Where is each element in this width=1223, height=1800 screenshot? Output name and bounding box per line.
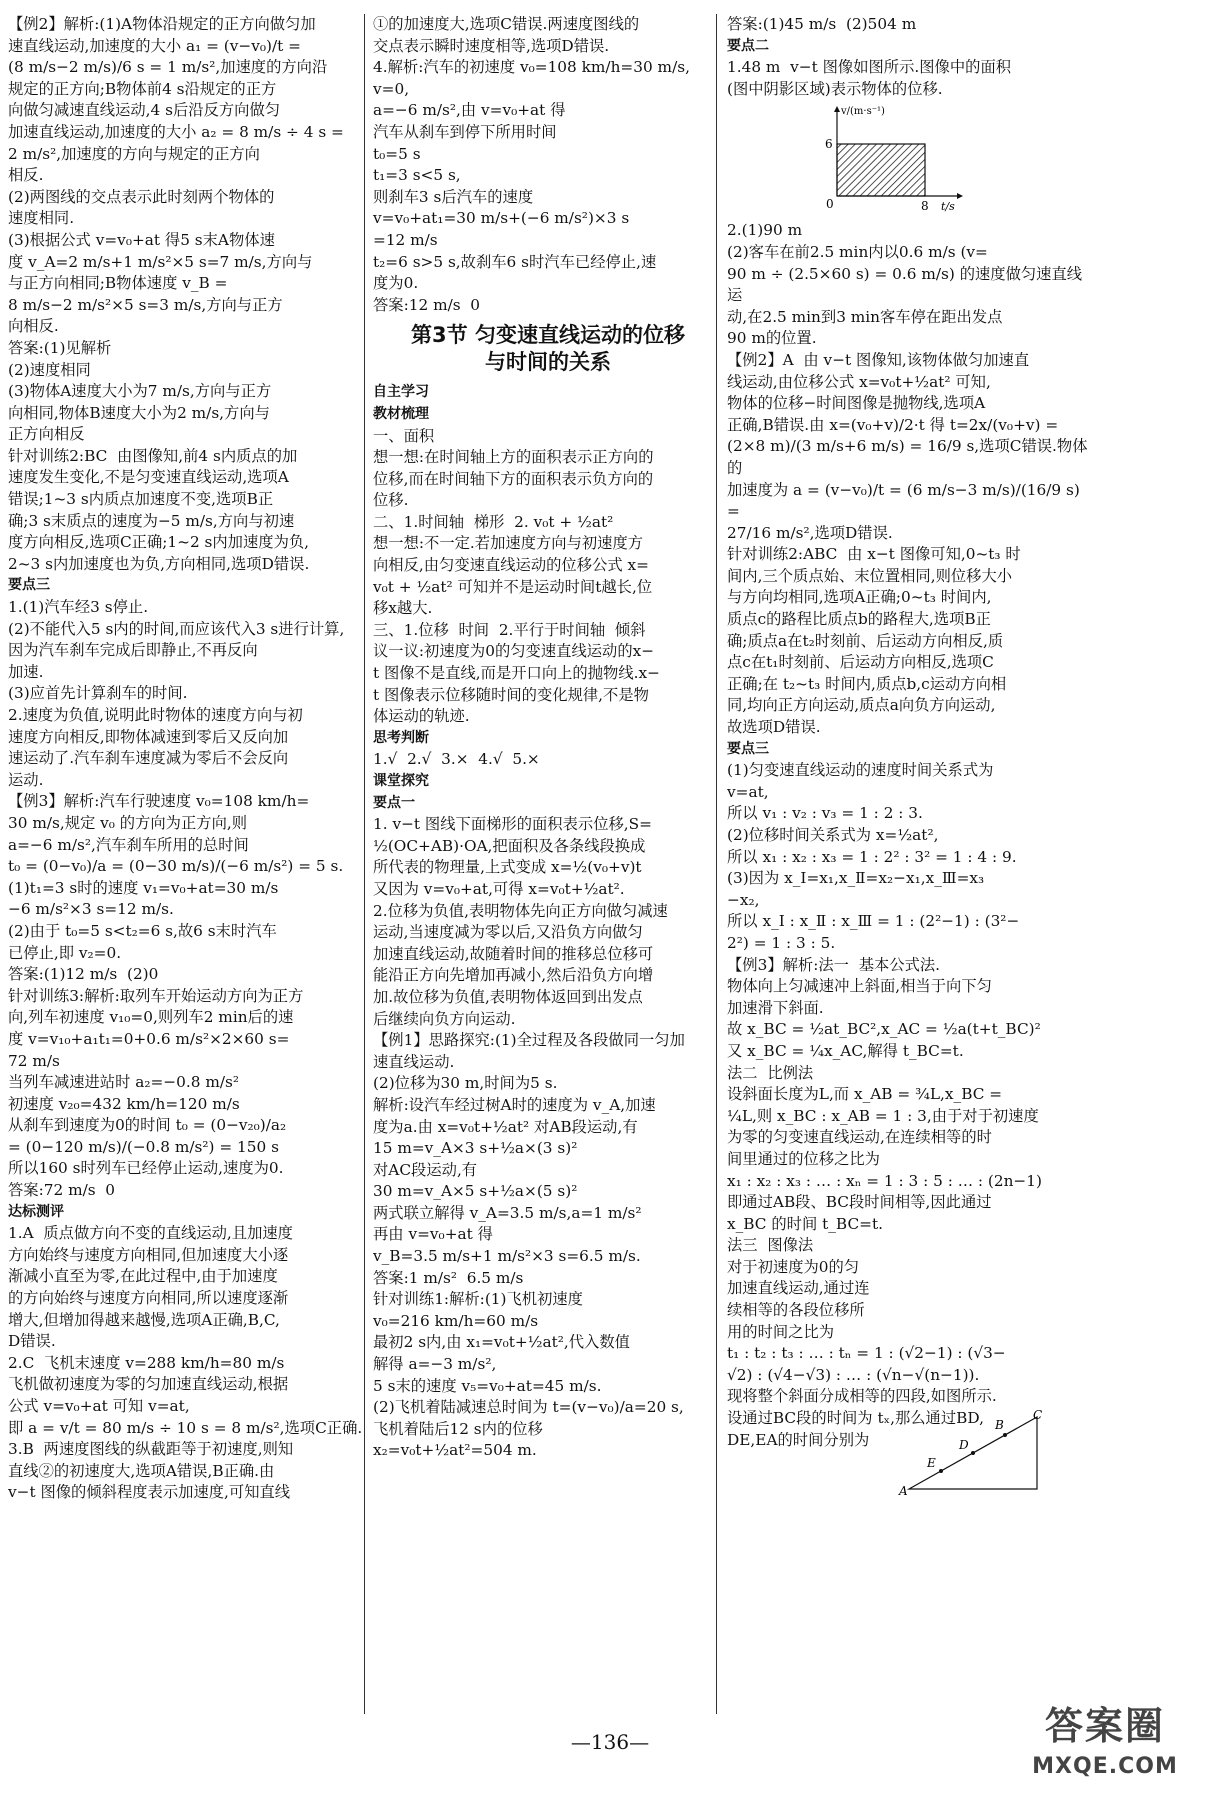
text-line: 2.C 飞机末速度 v=288 km/h=80 m/s <box>8 1353 285 1372</box>
text-line: 2²) = 1 : 3 : 5. <box>727 933 836 952</box>
text-line: ¼L,则 x_BC : x_AB = 1 : 3,由于对于初速度 <box>727 1106 1039 1125</box>
text-line: 向相反. <box>8 317 59 336</box>
text-line: 速度方向相反,即物体减速到零后又反向加 <box>8 727 289 746</box>
text-line: 加速直线运动,加速度的大小 a₂ = 8 m/s ÷ 4 s = <box>8 122 344 141</box>
text-line: 交点表示瞬时速度相等,选项D错误. <box>373 36 610 55</box>
text-line: 飞机做初速度为零的匀加速直线运动,根据 <box>8 1375 289 1394</box>
text-line: 【例3】解析:法一 基本公式法. <box>727 955 941 974</box>
text-line: 向,列车初速度 v₁₀=0,则列车2 min后的速 <box>8 1008 294 1027</box>
displacement-area <box>837 144 925 196</box>
text-line: 速度相同. <box>8 209 75 228</box>
text-line: 2.位移为负值,表明物体先向正方向做匀减速 <box>373 901 668 920</box>
text-line: 则刹车3 s后汽车的速度 <box>373 187 534 206</box>
text-line: 相反. <box>8 166 44 185</box>
text-line: 速直线运动. <box>373 1052 455 1071</box>
text-line: 加速. <box>8 662 44 681</box>
text-line: 从刹车到速度为0的时间 t₀ = (0−v₂₀)/a₂ <box>8 1116 287 1135</box>
text-line: (图中阴影区域)表示物体的位移. <box>727 79 943 98</box>
text-line: 公式 v=v₀+at 可知 v=at, <box>8 1397 190 1415</box>
t-tick-label: 8 <box>921 199 929 214</box>
text-line: 二、1.时间轴 梯形 2. v₀t + ½at² <box>373 512 614 531</box>
text-line: 速直线运动,加速度的大小 a₁ = (v−v₀)/t = <box>8 36 301 55</box>
v-axis-arrow <box>834 106 840 112</box>
text-line: 体运动的轨迹. <box>373 707 470 726</box>
text-line: (2)速度相同 <box>8 360 91 379</box>
text-line: (3)应首先计算刹车的时间. <box>8 684 188 703</box>
text-line: 度为0. <box>373 274 419 293</box>
text-line: 所以160 s时列车已经停止运动,速度为0. <box>8 1159 284 1178</box>
text-line: 课堂探究 <box>373 773 429 789</box>
text-line: 度方向相反,选项C正确;1~2 s内加速度为负, <box>8 533 310 552</box>
text-line: (1)匀变速直线运动的速度时间关系式为 <box>727 761 994 780</box>
text-line: 解得 a=−3 m/s², <box>373 1355 497 1374</box>
text-line: 确;3 s末质点的速度为−5 m/s,方向与初速 <box>8 511 295 530</box>
text-line: 答案:12 m/s 0 <box>373 295 481 314</box>
point-e <box>939 1469 943 1473</box>
text-line: 8 m/s−2 m/s²×5 s=3 m/s,方向与正方 <box>8 295 283 314</box>
text-line: 即通过AB段、BC段时间相等,因此通过 <box>727 1193 992 1212</box>
text-line: 向相反,由匀变速直线运动的位移公式 x= <box>373 556 649 575</box>
text-line: 的方向始终与速度方向相同,所以速度逐渐 <box>8 1289 289 1308</box>
text-line: 加速滑下斜面. <box>727 998 824 1017</box>
text-line: 设通过BC段的时间为 tₓ,那么通过BD, <box>727 1409 984 1428</box>
text-line: 对于初速度为0的匀 <box>727 1257 860 1276</box>
text-line: 度 v_A=2 m/s+1 m/s²×5 s=7 m/s,方向与 <box>8 252 313 271</box>
text-line: 确;质点a在t₂时刻前、后运动方向相反,质 <box>727 631 1004 650</box>
text-line: 90 m的位置. <box>727 329 817 348</box>
text-line: 正确,B错误.由 x=(v₀+v)/2·t 得 t=2x/(v₀+v) = <box>727 415 1059 434</box>
text-line: 15 m=v_A×3 s+½a×(3 s)² <box>373 1139 578 1158</box>
text-line: 加.故位移为负值,表明物体返回到出发点 <box>373 987 643 1006</box>
text-line: 2.速度为负值,说明此时物体的速度方向与初 <box>8 706 303 724</box>
text-line: 所代表的物理量,上式变成 x=½(v₀+v)t <box>373 858 642 877</box>
text-line: 所以 x₁ : x₂ : x₃ = 1 : 2² : 3² = 1 : 4 : 9. <box>727 847 1017 866</box>
text-line: 向相同,物体B速度大小为2 m/s,方向与 <box>8 403 270 422</box>
text-line: 又 x_BC = ¼x_AC,解得 t_BC=t. <box>727 1041 964 1060</box>
text-line: 4.解析:汽车的初速度 v₀=108 km/h=30 m/s, <box>373 58 690 77</box>
text-line: 点c在t₁时刻前、后运动方向相反,选项C <box>727 653 994 672</box>
text-line: 【例2】解析:(1)A物体沿规定的正方向做匀加 <box>8 15 316 33</box>
text-line: t 图像表示位移随时间的变化规律,不是物 <box>373 685 649 704</box>
text-line: v₀t + ½at² 可知并不是运动时间t越长,位 <box>373 577 653 596</box>
text-line: 自主学习 <box>373 384 429 401</box>
text-line: (8 m/s−2 m/s)/6 s = 1 m/s²,加速度的方向沿 <box>8 58 328 77</box>
text-line: 错误;1~3 s内质点加速度不变,选项B正 <box>8 490 274 509</box>
text-line: 答案:72 m/s 0 <box>8 1181 116 1200</box>
text-line: 位移,而在时间轴下方的面积表示负方向的 <box>373 469 654 488</box>
column-left <box>8 14 366 1714</box>
text-line: 答案:1 m/s² 6.5 m/s <box>373 1268 524 1287</box>
text-line: 72 m/s <box>8 1051 60 1070</box>
text-line: 想一想:在时间轴上方的面积表示正方向的 <box>373 448 654 467</box>
label-b: B <box>995 1418 1004 1432</box>
text-line: 【例2】A 由 v−t 图像知,该物体做匀加速直 <box>727 350 1030 369</box>
text-line: 27/16 m/s²,选项D错误. <box>727 523 893 542</box>
text-line: 质点c的路程比质点b的路程大,选项B正 <box>727 610 991 629</box>
text-line: =12 m/s <box>373 230 438 249</box>
text-line: 5 s末的速度 v₅=v₀+at=45 m/s. <box>373 1376 602 1395</box>
text-line: 30 m/s,规定 v₀ 的方向为正方向,则 <box>8 813 248 832</box>
text-line: 与方向均相同,选项A正确;0~t₃ 时间内, <box>727 588 992 607</box>
text-line: 初速度 v₂₀=432 km/h=120 m/s <box>8 1094 240 1113</box>
text-line: 思考判断 <box>373 729 429 746</box>
text-line: 间内,三个质点始、末位置相同,则位移大小 <box>727 566 1013 585</box>
text-line: 2 m/s²,加速度的方向与规定的正方向 <box>8 144 260 163</box>
v-axis-label: v/(m·s⁻¹) <box>841 106 885 118</box>
middle-answers-top <box>373 14 723 316</box>
text-line: t₁ : t₂ : t₃ : … : tₙ = 1 : (√2−1) : (√3− <box>727 1344 1006 1363</box>
text-line: 运动. <box>8 770 44 789</box>
text-line: 达标测评 <box>8 1203 64 1220</box>
watermark-logo-text: 答案圈 <box>1044 1704 1165 1748</box>
text-line: 线运动,由位移公式 x=v₀t+½at² 可知, <box>727 372 991 391</box>
text-line: x₁ : x₂ : x₃ : … : xₙ = 1 : 3 : 5 : … : (2n−1) <box>727 1171 1042 1190</box>
text-line: 当列车减速进站时 a₂=−0.8 m/s² <box>8 1073 239 1092</box>
text-line: 【例3】解析:汽车行驶速度 v₀=108 km/h= <box>8 792 310 811</box>
text-line: 1.A 质点做方向不变的直线运动,且加速度 <box>8 1224 293 1243</box>
text-line: v₀=216 km/h=60 m/s <box>373 1311 539 1330</box>
text-line: x_BC 的时间 t_BC=t. <box>727 1214 883 1233</box>
text-line: 续相等的各段位移所 <box>727 1301 865 1320</box>
text-line: 用的时间之比为 <box>727 1322 835 1341</box>
section-title-line-2: 与时间的关系 <box>485 350 611 375</box>
text-line: 位移. <box>373 491 409 510</box>
text-line: (2)不能代入5 s内的时间,而应该代入3 s进行计算, <box>8 619 345 638</box>
text-line: t₀=5 s <box>373 144 421 163</box>
text-line: ½(OC+AB)·OA,把面积及各条线段换成 <box>373 836 646 855</box>
text-line: 运动,当速度减为零以后,又沿负方向做匀 <box>373 923 643 942</box>
text-line: (2×8 m)/(3 m/s+6 m/s) = 16/9 s,选项C错误.物体的 <box>727 437 1088 477</box>
text-line: 物体向上匀减速冲上斜面,相当于向下匀 <box>727 977 992 996</box>
text-line: 渐减小直至为零,在此过程中,由于加速度 <box>8 1267 278 1286</box>
origin-label: 0 <box>826 197 834 212</box>
text-line: 汽车从刹车到停下所用时间 <box>373 122 557 141</box>
text-line: 2~3 s内加速度也为负,方向相同,选项D错误. <box>8 554 310 573</box>
text-line: x₂=v₀t+½at²=504 m. <box>373 1441 537 1460</box>
middle-answers-bottom <box>373 382 723 1462</box>
text-line: 为零的匀变速直线运动,在连续相等的时 <box>727 1128 992 1147</box>
text-line: 要点三 <box>727 740 769 757</box>
text-line: 答案:(1)12 m/s (2)0 <box>8 965 159 984</box>
text-line: 设斜面长度为L,而 x_AB = ¾L,x_BC = <box>727 1085 1003 1104</box>
text-line: 再由 v=v₀+at 得 <box>373 1225 493 1244</box>
text-line: (2)位移时间关系式为 x=½at², <box>727 826 939 844</box>
point-b <box>1003 1433 1007 1437</box>
text-line: ①的加速度大,选项C错误.两速度图线的 <box>373 15 640 33</box>
incline-diagram <box>897 1409 1047 1499</box>
text-line: 议一议:初速度为0的匀变速直线运动的x− <box>373 642 655 661</box>
text-line: 法三 图像法 <box>727 1236 814 1255</box>
text-line: 增大,但增加得越来越慢,选项A正确,B,C, <box>8 1310 280 1329</box>
text-line: −6 m/s²×3 s=12 m/s. <box>8 900 174 919</box>
text-line: 3.B 两速度图线的纵截距等于初速度,则知 <box>8 1440 294 1459</box>
text-line: √2) : (√4−√3) : … : (√n−√(n−1)). <box>727 1365 980 1384</box>
text-line: 动,在2.5 min到3 min客车停在距出发点 <box>727 307 1003 326</box>
page-number: —136— <box>570 1730 650 1754</box>
text-line: 针对训练2:ABC 由 x−t 图像可知,0~t₃ 时 <box>727 545 1021 564</box>
text-line: 向做匀减速直线运动,4 s后沿反方向做匀 <box>8 101 281 120</box>
text-line: v=v₀+at₁=30 m/s+(−6 m/s²)×3 s <box>373 209 630 228</box>
label-a: A <box>899 1484 908 1498</box>
text-line: 后继续向负方向运动. <box>373 1009 516 1028</box>
text-line: 1.√ 2.√ 3.× 4.√ 5.× <box>373 750 540 769</box>
right-answers-top <box>727 14 1089 100</box>
text-line: 90 m ÷ (2.5×60 s) = 0.6 m/s) 的速度做匀速直线运 <box>727 264 1083 305</box>
t-axis-label: t/s <box>941 200 955 214</box>
text-line: t₀ = (0−v₀)/a = (0−30 m/s)/(−6 m/s²) = 5 s. <box>8 857 344 876</box>
text-line: = (0−120 m/s)/(−0.8 m/s²) = 150 s <box>8 1137 279 1156</box>
text-line: 最初2 s内,由 x₁=v₀t+½at²,代入数值 <box>373 1333 630 1352</box>
text-line: (2)由于 t₀=5 s<t₂=6 s,故6 s末时汽车 <box>8 921 277 940</box>
text-line: 针对训练1:解析:(1)飞机初速度 <box>373 1290 583 1309</box>
text-line: (3)物体A速度大小为7 m/s,方向与正方 <box>8 382 272 401</box>
text-line: v_B=3.5 m/s+1 m/s²×3 s=6.5 m/s. <box>373 1247 641 1266</box>
label-d: D <box>959 1438 969 1452</box>
text-line: v=0, <box>373 79 410 98</box>
site-watermark <box>1000 1700 1210 1792</box>
text-line: t 图像不是直线,而是开口向上的抛物线.x− <box>373 664 660 683</box>
text-line: 现将整个斜面分成相等的四段,如图所示. <box>727 1387 997 1406</box>
text-line: 规定的正方向;B物体前4 s沿规定的正方 <box>8 79 277 98</box>
text-line: 直线②的初速度大,选项A错误,B正确.由 <box>8 1461 275 1480</box>
text-line: 移x越大. <box>373 599 433 618</box>
text-line: (2)位移为30 m,时间为5 s. <box>373 1074 558 1093</box>
text-line: 针对训练3:解析:取列车开始运动方向为正方 <box>8 986 304 1005</box>
text-line: v−t 图像的倾斜程度表示加速度,可知直线 <box>8 1483 291 1502</box>
text-line: 故选项D错误. <box>727 718 821 737</box>
text-line: 方向始终与速度方向相同,但加速度大小逐 <box>8 1245 289 1264</box>
text-line: 2.(1)90 m <box>727 221 803 240</box>
text-line: 对AC段运动,有 <box>373 1160 478 1179</box>
text-line: 要点二 <box>727 37 769 54</box>
text-line: 度为a.由 x=v₀t+½at² 对AB段运动,有 <box>373 1117 638 1136</box>
column-right <box>716 14 1089 1714</box>
text-line: a=−6 m/s²,汽车刹车所用的总时间 <box>8 835 249 854</box>
text-line: 能沿正方向先增加再减小,然后沿负方向增 <box>373 966 654 985</box>
right-answers-bottom <box>727 220 1089 1451</box>
column-middle <box>364 14 723 1714</box>
text-line: 间里通过的位移之比为 <box>727 1149 880 1168</box>
text-line: 要点三 <box>8 577 50 594</box>
text-line: (2)客车在前2.5 min内以0.6 m/s (v= <box>727 242 988 261</box>
text-line: 答案:(1)45 m/s (2)504 m <box>727 15 917 33</box>
v-tick-label: 6 <box>825 137 833 152</box>
text-line: 【例1】思路探究:(1)全过程及各段做同一匀加 <box>373 1031 685 1050</box>
section-title-line-1: 第3节 匀变速直线运动的位移 <box>411 323 685 348</box>
text-line: 加速度为 a = (v−v₀)/t = (6 m/s−3 m/s)/(16/9 s) = <box>727 480 1085 521</box>
text-line: t₁=3 s<5 s, <box>373 166 461 185</box>
text-line: 一、面积 <box>373 426 435 445</box>
text-line: −x₂, <box>727 890 760 909</box>
text-line: 教材梳理 <box>373 405 429 422</box>
text-line: 加速直线运动,通过连 <box>727 1279 870 1298</box>
text-line: 1.48 m v−t 图像如图所示.图像中的面积 <box>727 58 1012 77</box>
text-line: 速度发生变化,不是匀变速直线运动,选项A <box>8 468 289 487</box>
text-line: a=−6 m/s²,由 v=v₀+at 得 <box>373 101 566 120</box>
text-line: 与正方向相同;B物体速度 v_B = <box>8 274 228 293</box>
text-line: 解析:设汽车经过树A时的速度为 v_A,加速 <box>373 1095 656 1114</box>
text-line: 30 m=v_A×5 s+½a×(5 s)² <box>373 1182 578 1201</box>
text-line: (2)飞机着陆减速总时间为 t=(v−v₀)/a=20 s, <box>373 1398 684 1417</box>
text-line: (1)t₁=3 s时的速度 v₁=v₀+at=30 m/s <box>8 878 279 897</box>
text-line: 因为汽车刹车完成后即静止,不再反向 <box>8 641 258 660</box>
text-line: t₂=6 s>5 s,故刹车6 s时汽车已经停止,速 <box>373 252 657 271</box>
text-line: 即 a = v/t = 80 m/s ÷ 10 s = 8 m/s²,选项C正确. <box>8 1418 363 1437</box>
t-axis-arrow <box>957 193 963 199</box>
text-line: 针对训练2:BC 由图像知,前4 s内质点的加 <box>8 446 298 465</box>
text-line: 两式联立解得 v_A=3.5 m/s,a=1 m/s² <box>373 1203 642 1222</box>
label-e: E <box>927 1456 936 1470</box>
text-line: 三、1.位移 时间 2.平行于时间轴 倾斜 <box>373 620 646 639</box>
text-line: 飞机着陆后12 s内的位移 <box>373 1419 543 1438</box>
watermark-url: MXQE.COM <box>1032 1754 1178 1779</box>
text-line: 物体的位移−时间图像是抛物线,选项A <box>727 394 986 413</box>
text-line: 1. v−t 图线下面梯形的面积表示位移,S= <box>373 815 652 834</box>
text-line: 加速直线运动,故随着时间的推移总位移可 <box>373 944 654 963</box>
text-line: 法二 比例法 <box>727 1063 814 1082</box>
text-line: 又因为 v=v₀+at,可得 x=v₀t+½at². <box>373 879 625 898</box>
text-line: (3)因为 x_Ⅰ=x₁,x_Ⅱ=x₂−x₁,x_Ⅲ=x₃ <box>727 869 985 888</box>
label-c: C <box>1033 1409 1043 1422</box>
text-line: 已停止,即 v₂=0. <box>8 943 122 962</box>
text-line: 正确;在 t₂~t₃ 时间内,质点b,c运动方向相 <box>727 674 1007 693</box>
text-line: DE,EA的时间分别为 <box>727 1430 870 1449</box>
text-line: D错误. <box>8 1332 56 1351</box>
text-line: 想一想:不一定.若加速度方向与初速度方 <box>373 534 644 553</box>
text-line: 要点一 <box>373 794 415 811</box>
text-line: (3)根据公式 v=v₀+at 得5 s末A物体速 <box>8 230 275 249</box>
text-line: 所以 v₁ : v₂ : v₃ = 1 : 2 : 3. <box>727 804 923 823</box>
text-line: 答案:(1)见解析 <box>8 338 112 357</box>
text-line: 速运动了.汽车刹车速度减为零后不会反向 <box>8 749 289 768</box>
v-t-area-chart <box>817 104 967 214</box>
text-line: 1.(1)汽车经3 s停止. <box>8 598 149 617</box>
text-line: 所以 x_Ⅰ : x_Ⅱ : x_Ⅲ = 1 : (2²−1) : (3²− <box>727 912 1020 931</box>
text-line: 正方向相反 <box>8 425 85 444</box>
point-d <box>971 1451 975 1455</box>
text-line: 故 x_BC = ½at_BC²,x_AC = ½a(t+t_BC)² <box>727 1020 1041 1039</box>
text-line: v=at, <box>727 782 769 801</box>
text-line: 度 v=v₁₀+a₁t₁=0+0.6 m/s²×2×60 s= <box>8 1029 290 1048</box>
text-line: 同,均向正方向运动,质点a向负方向运动, <box>727 696 996 715</box>
text-line: (2)两图线的交点表示此时刻两个物体的 <box>8 187 275 206</box>
